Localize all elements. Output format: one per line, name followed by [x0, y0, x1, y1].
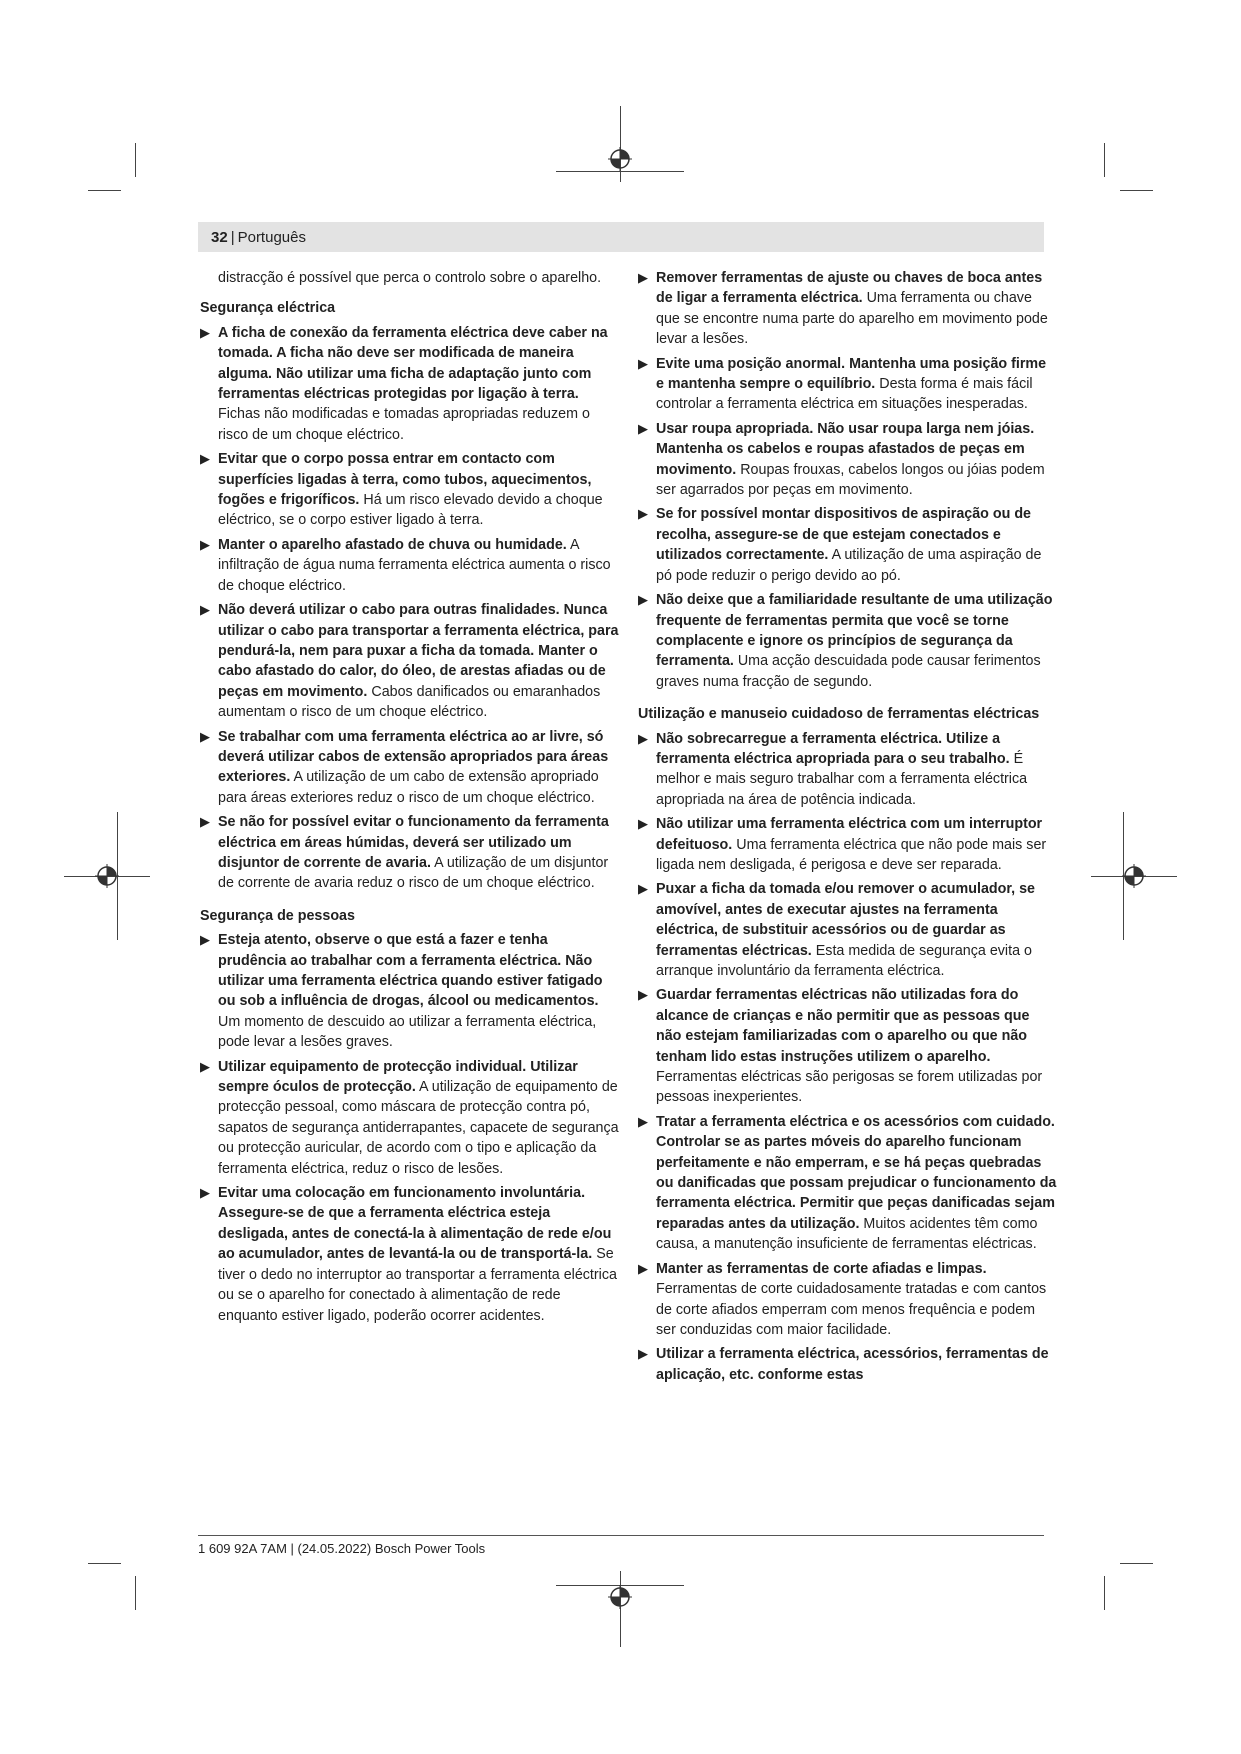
bullet-arrow-icon: ▶	[638, 730, 648, 746]
bullet-arrow-icon: ▶	[200, 814, 210, 830]
safety-item	[638, 729, 1058, 811]
safety-item	[200, 323, 620, 445]
page-footer: 1 609 92A 7AM | (24.05.2022) Bosch Power Tools	[198, 1541, 486, 1556]
registration-target-icon	[95, 864, 119, 888]
section-heading: Utilização e manuseio cuidadoso de ferramentas eléctricas	[638, 706, 1040, 723]
footer-rule	[198, 1535, 1044, 1536]
item-bold: Evitar que o corpo possa entrar em contacto com superfícies ligadas à terra, como tubos, aquecimentos, fogões e frigoríficos.	[218, 451, 592, 509]
item-text: Um momento de descuido ao utilizar a ferramenta eléctrica, pode levar a lesões graves.	[218, 1013, 597, 1051]
left-column	[200, 268, 620, 1330]
safety-item	[200, 812, 620, 894]
bullet-arrow-icon: ▶	[200, 451, 210, 467]
safety-item	[200, 1057, 620, 1179]
item-text: Se tiver o dedo no interruptor ao transportar a ferramenta eléctrica ou se o aparelho for conectado à alimentação de rede enquanto estiver ligado, poderão ocorrer acidentes.	[218, 1246, 617, 1324]
item-bold: Evitar uma colocação em funcionamento involuntária. Assegure-se de que a ferramenta eléctrica esteja desligada, antes de conectá-la à alimentação de rede e/ou ao acumulador, antes de levantá-la ou de transportá-la.	[218, 1185, 612, 1263]
item-bold: Guardar ferramentas eléctricas não utilizadas fora do alcance de crianças e não permitir que as pessoas que não estejam familiarizadas com o aparelho ou que não tenham lido estas instruções utilizem o aparelho.	[656, 987, 1030, 1065]
crop-mark	[1104, 143, 1105, 177]
safety-item	[200, 727, 620, 809]
crop-mark	[88, 1563, 121, 1564]
bullet-arrow-icon: ▶	[638, 1113, 648, 1129]
item-bold: Remover ferramentas de ajuste ou chaves de boca antes de ligar a ferramenta eléctrica.	[656, 270, 1043, 307]
continuation-text: distracção é possível que perca o controlo sobre o aparelho.	[218, 270, 602, 286]
crop-mark	[1120, 1563, 1153, 1564]
registration-target-icon	[1122, 864, 1146, 888]
item-text: Ferramentas eléctricas são perigosas se forem utilizadas por pessoas inexperientes.	[656, 1069, 1043, 1106]
item-text: Esta medida de segurança evita o arranque involuntário da ferramenta eléctrica.	[656, 942, 1032, 979]
safety-item	[200, 1183, 620, 1326]
item-text: Desta forma é mais fácil controlar a ferramenta eléctrica em situações inesperadas.	[656, 376, 1033, 413]
item-bold: Puxar a ficha da tomada e/ou remover o acumulador, se amovível, antes de executar ajustes na ferramenta eléctrica, de substituir acessórios ou de guardar as ferramentas eléctricas.	[656, 881, 1036, 959]
safety-item	[638, 879, 1058, 981]
bullet-arrow-icon: ▶	[638, 1346, 648, 1362]
safety-item	[200, 449, 620, 531]
item-text: É melhor e mais seguro trabalhar com a ferramenta eléctrica apropriada na área de potência indicada.	[656, 750, 1028, 808]
page-number: 32	[211, 229, 228, 246]
bullet-arrow-icon: ▶	[200, 602, 210, 618]
item-text: A infiltração de água numa ferramenta eléctrica aumenta o risco de choque eléctrico.	[218, 536, 611, 594]
bullet-arrow-icon: ▶	[200, 932, 210, 948]
crop-mark	[135, 1576, 136, 1610]
item-bold: Tratar a ferramenta eléctrica e os acessórios com cuidado. Controlar se as partes móveis do aparelho funcionam perfeitamente e não emperram, e se há peças quebradas ou danificadas que possam prejudicar o funcionamento da ferramenta eléctrica. Permitir que peças danificadas sejam reparadas antes da utilização.	[656, 1113, 1057, 1232]
item-bold: Esteja atento, observe o que está a fazer e tenha prudência ao trabalhar com a ferramenta eléctrica. Não utilizar uma ferramenta eléctrica quando estiver fatigado ou sob a influência de drogas, álcool ou medicamentos.	[218, 932, 603, 1010]
item-bold: A ficha de conexão da ferramenta eléctrica deve caber na tomada. A ficha não deve ser modificada de maneira alguma. Não utilizar uma ficha de adaptação junto com ferramentas eléctricas protegidas por ligação à terra.	[218, 324, 608, 403]
bullet-arrow-icon: ▶	[638, 987, 648, 1003]
bullet-arrow-icon: ▶	[638, 420, 648, 436]
item-text: Fichas não modificadas e tomadas apropriadas reduzem o risco de um choque eléctrico.	[218, 406, 590, 443]
section-heading: Segurança de pessoas	[200, 907, 355, 924]
safety-item	[200, 600, 620, 722]
header-separator: |	[230, 229, 235, 246]
item-text: A utilização de um disjuntor de corrente de avaria reduz o risco de um choque eléctrico.	[218, 854, 609, 892]
item-text: Cabos danificados ou emaranhados aumentam o risco de um choque eléctrico.	[218, 683, 601, 721]
bullet-arrow-icon: ▶	[200, 1185, 210, 1201]
item-bold: Se não for possível evitar o funcionamento da ferramenta eléctrica em áreas húmidas, deverá ser utilizado um disjuntor de corrente de avaria.	[218, 814, 609, 871]
safety-item	[638, 419, 1058, 501]
bullet-arrow-icon: ▶	[638, 881, 648, 897]
item-text: Uma acção descuidada pode causar ferimentos graves numa fracção de segundo.	[656, 653, 1041, 690]
item-bold: Usar roupa apropriada. Não usar roupa larga nem jóias. Mantenha os cabelos e roupas afastados de peças em movimento.	[656, 420, 1035, 478]
item-bold: Utilizar a ferramenta eléctrica, acessórios, ferramentas de aplicação, etc. conforme estas	[656, 1346, 1049, 1383]
header-language: Português	[237, 229, 306, 246]
bullet-arrow-icon: ▶	[200, 536, 210, 552]
crop-mark	[135, 143, 136, 177]
bullet-arrow-icon: ▶	[638, 592, 648, 608]
safety-item	[638, 1112, 1058, 1255]
safety-item	[638, 354, 1058, 415]
item-text: Uma ferramenta eléctrica que não pode mais ser ligada nem desligada, é perigosa e deve ser reparada.	[656, 836, 1047, 873]
item-text: Muitos acidentes têm como causa, a manutenção insuficiente de ferramentas eléctricas.	[656, 1215, 1038, 1253]
registration-line	[620, 1571, 621, 1647]
crop-mark	[88, 190, 121, 191]
item-text: Uma ferramenta ou chave que se encontre numa parte do aparelho em movimento pode levar a lesões.	[656, 290, 1048, 348]
item-bold: Evite uma posição anormal. Mantenha uma posição firme e mantenha sempre o equilíbrio.	[656, 355, 1047, 393]
safety-item	[638, 1344, 1058, 1385]
page-header	[211, 229, 306, 247]
bullet-arrow-icon: ▶	[200, 1058, 210, 1074]
safety-item	[200, 930, 620, 1052]
item-bold: Manter as ferramentas de corte afiadas e limpas.	[656, 1260, 987, 1277]
safety-item	[638, 268, 1058, 350]
item-text: Há um risco elevado devido a choque eléctrico, se o corpo estiver ligado à terra.	[218, 492, 603, 529]
item-text: A utilização de uma aspiração de pó pode reduzir o perigo devido ao pó.	[656, 547, 1042, 584]
bullet-arrow-icon: ▶	[638, 816, 648, 832]
right-column	[638, 268, 1058, 1389]
safety-item	[638, 1259, 1058, 1341]
item-text: A utilização de equipamento de protecção pessoal, como máscara de protecção contra pó, sapatos de segurança antiderrapantes, capacete de segurança ou protecção auricular, de acordo com o tipo e aplicação da ferramenta eléctrica, reduz o risco de lesões.	[218, 1079, 619, 1177]
bullet-arrow-icon: ▶	[638, 270, 648, 285]
bullet-arrow-icon: ▶	[638, 506, 648, 522]
item-bold: Não sobrecarregue a ferramenta eléctrica. Utilize a ferramenta eléctrica apropriada para o seu trabalho.	[656, 730, 1010, 767]
registration-target-icon	[608, 147, 632, 171]
item-text: Roupas frouxas, cabelos longos ou jóias podem ser agarrados por peças em movimento.	[656, 461, 1045, 499]
safety-item	[638, 590, 1058, 692]
safety-item	[638, 504, 1058, 586]
item-bold: Não deixe que a familiaridade resultante de uma utilização frequente de ferramentas permita que você se torne complacente e ignore os princípios de segurança da ferramenta.	[656, 592, 1053, 670]
item-bold: Se trabalhar com uma ferramenta eléctrica ao ar livre, só deverá utilizar cabos de extensão apropriados para áreas exteriores.	[218, 728, 609, 786]
section-heading: Segurança eléctrica	[200, 300, 336, 317]
item-bold: Não utilizar uma ferramenta eléctrica com um interruptor defeituoso.	[656, 816, 1043, 853]
item-text: Ferramentas de corte cuidadosamente tratadas e com cantos de corte afiados emperram com menos frequência e podem ser conduzidas com maior facilidade.	[656, 1281, 1047, 1338]
item-bold: Utilizar equipamento de protecção individual. Utilizar sempre óculos de protecção.	[218, 1058, 578, 1096]
bullet-arrow-icon: ▶	[200, 728, 210, 744]
registration-target-icon	[608, 1585, 632, 1609]
item-bold: Se for possível montar dispositivos de aspiração ou de recolha, assegure-se de que estejam conectados e utilizados correctamente.	[656, 506, 1032, 564]
item-bold: Não deverá utilizar o cabo para outras finalidades. Nunca utilizar o cabo para transportar a ferramenta eléctrica, para pendurá-la, nem para puxar a ficha da tomada. Manter o cabo afastado do calor, do óleo, de arestas afiadas ou de peças em movimento.	[218, 602, 619, 700]
crop-mark	[1120, 190, 1153, 191]
bullet-arrow-icon: ▶	[638, 1260, 648, 1276]
bullet-arrow-icon: ▶	[638, 355, 648, 371]
bullet-arrow-icon: ▶	[200, 324, 210, 340]
item-text: A utilização de um cabo de extensão apropriado para áreas exteriores reduz o risco de um choque eléctrico.	[218, 769, 599, 806]
safety-item	[638, 814, 1058, 875]
safety-item	[200, 535, 620, 596]
page-header-bar	[198, 222, 1044, 252]
item-bold: Manter o aparelho afastado de chuva ou humidade.	[218, 536, 567, 553]
safety-item	[638, 985, 1058, 1107]
crop-mark	[1104, 1576, 1105, 1610]
registration-line	[556, 171, 684, 172]
